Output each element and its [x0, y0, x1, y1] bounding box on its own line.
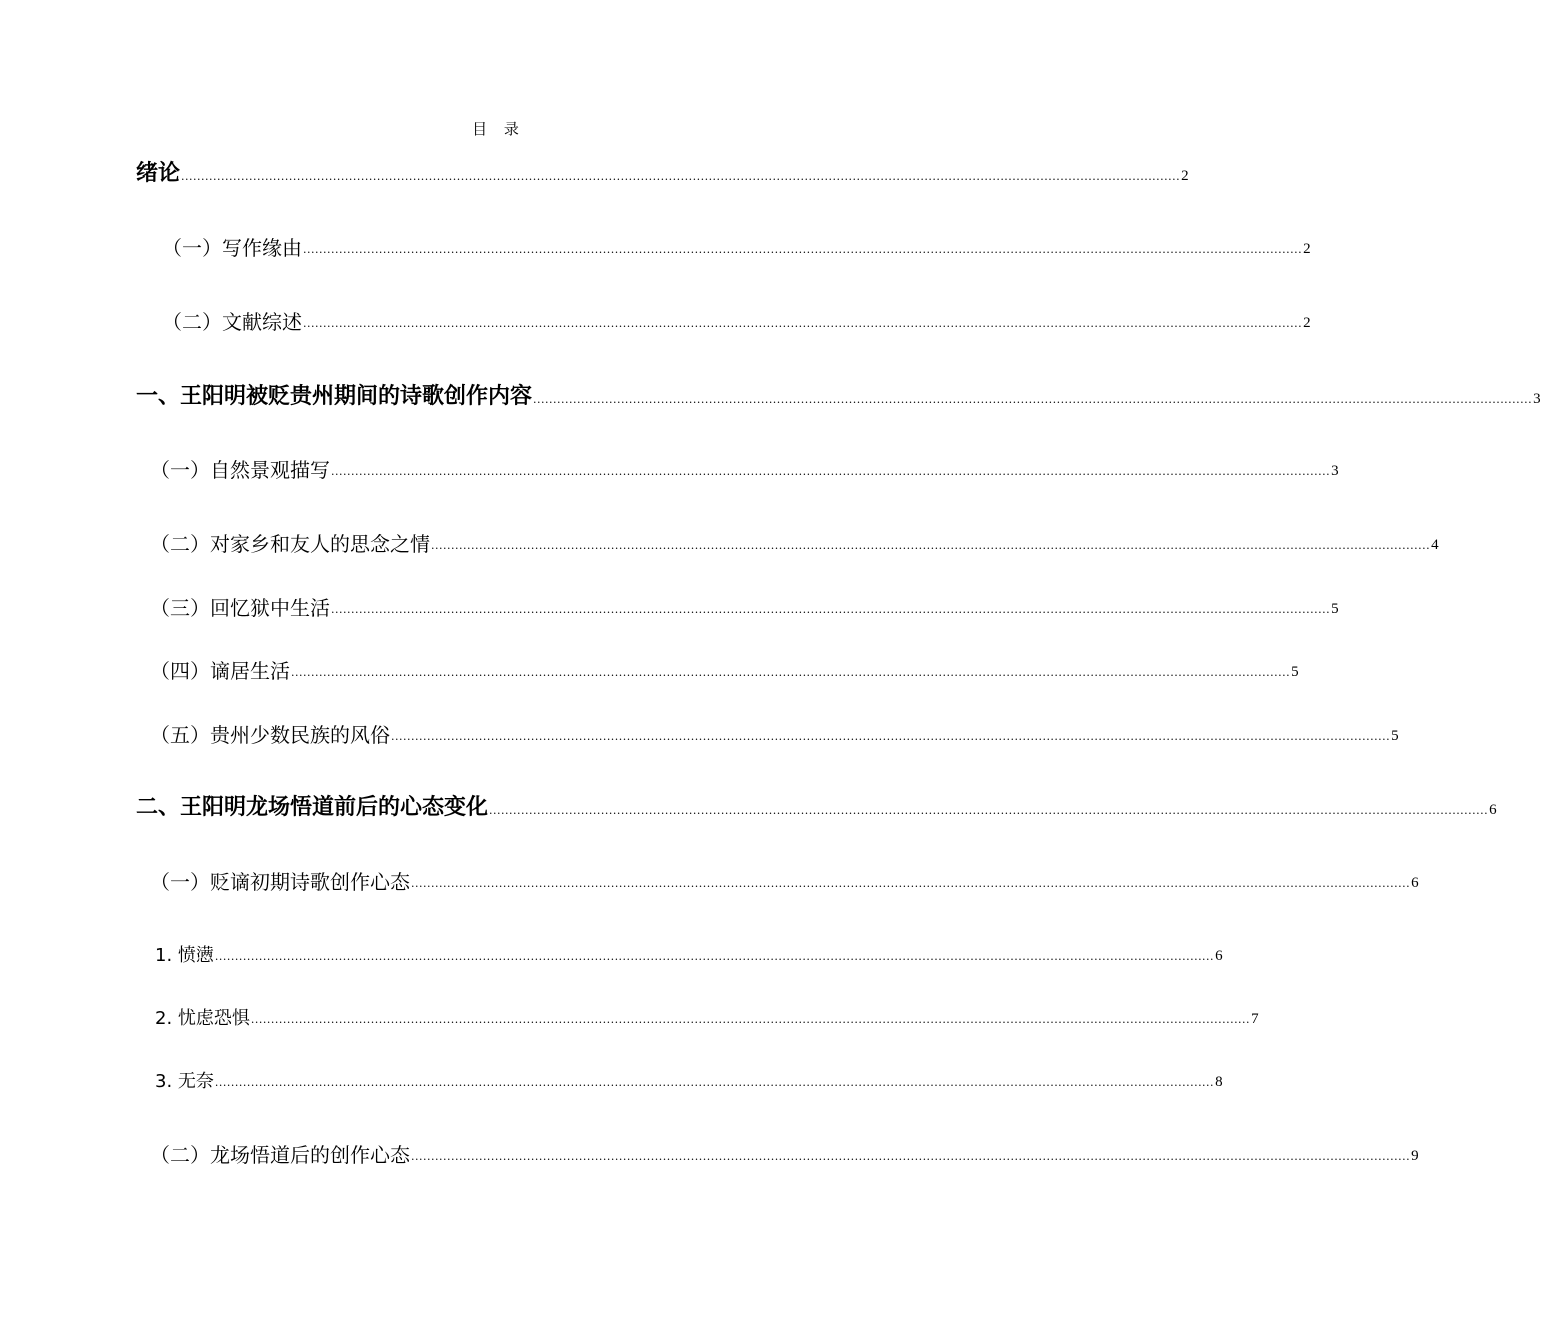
dot-leader: ..........................................................................................................................................................................................................................................................	[331, 603, 1331, 616]
toc-entry-chapter-1[interactable]	[136, 384, 1541, 409]
toc-entry-label: 3. 无奈	[155, 1071, 214, 1092]
toc-entry-label: （三）回忆狱中生活	[150, 596, 330, 620]
toc-entry-label: 二、王阳明龙场悟道前后的心态变化	[136, 795, 489, 820]
toc-entry-page: 7	[1251, 1011, 1259, 1027]
toc-entry-chapter-2-1-1[interactable]	[155, 945, 1223, 966]
toc-entry-chapter-2-1-2[interactable]	[155, 1008, 1259, 1029]
toc-entry-label: （五）贵州少数民族的风俗	[150, 723, 390, 747]
toc-entry-page: 6	[1215, 948, 1223, 964]
toc-entry-label: （二）对家乡和友人的思念之情	[150, 532, 430, 556]
toc-entry-label: 绪论	[136, 161, 181, 186]
toc-entry-page: 5	[1291, 664, 1299, 680]
toc-entry-chapter-1-4[interactable]	[150, 659, 1299, 683]
toc-entry-chapter-1-3[interactable]	[150, 596, 1339, 620]
dot-leader: ..........................................................................................................................................................................................................................................................	[250, 1013, 1251, 1026]
toc-entry-page: 5	[1391, 728, 1399, 744]
dot-leader: ..........................................................................................................................................................................................................................................................	[431, 539, 1431, 552]
toc-entry-chapter-1-2[interactable]	[150, 532, 1439, 556]
toc-entry-page: 3	[1533, 391, 1541, 407]
toc-entry-label: （一）贬谪初期诗歌创作心态	[150, 870, 410, 894]
toc-entry-page: 5	[1331, 601, 1339, 617]
toc-entry-page: 6	[1489, 802, 1497, 818]
dot-leader: ..........................................................................................................................................................................................................................................................	[391, 730, 1391, 743]
dot-leader: ..........................................................................................................................................................................................................................................................	[214, 950, 1215, 963]
toc-entry-label: （一）自然景观描写	[150, 458, 330, 482]
dot-leader: ..........................................................................................................................................................................................................................................................	[331, 465, 1331, 478]
dot-leader: ..........................................................................................................................................................................................................................................................	[533, 393, 1533, 406]
dot-leader: ..........................................................................................................................................................................................................................................................	[411, 877, 1411, 890]
dot-leader: ..........................................................................................................................................................................................................................................................	[291, 666, 1291, 679]
toc-entry-introduction[interactable]	[136, 161, 1189, 186]
toc-entry-page: 2	[1303, 241, 1311, 257]
toc-entry-page: 9	[1411, 1148, 1419, 1164]
toc-entry-chapter-2-1-3[interactable]	[155, 1071, 1223, 1092]
toc-entry-chapter-2-1[interactable]	[150, 870, 1419, 894]
toc-entry-label: （一）写作缘由	[162, 236, 302, 260]
toc-entry-chapter-1-5[interactable]	[150, 723, 1399, 747]
toc-entry-label: （二）文献综述	[162, 310, 302, 334]
toc-entry-page: 6	[1411, 875, 1419, 891]
toc-entry-label: 2. 忧虑恐惧	[155, 1008, 250, 1029]
toc-entry-page: 2	[1303, 315, 1311, 331]
toc-entry-chapter-1-1[interactable]	[150, 458, 1339, 482]
dot-leader: ..........................................................................................................................................................................................................................................................	[214, 1076, 1215, 1089]
toc-entry-page: 3	[1331, 463, 1339, 479]
toc-entry-chapter-2-2[interactable]	[150, 1143, 1419, 1167]
dot-leader: ..........................................................................................................................................................................................................................................................	[489, 804, 1489, 817]
toc-entry-page: 8	[1215, 1074, 1223, 1090]
dot-leader: ..........................................................................................................................................................................................................................................................	[181, 170, 1181, 183]
toc-entry-label: （四）谪居生活	[150, 659, 290, 683]
toc-entry-page: 2	[1181, 168, 1189, 184]
dot-leader: ..........................................................................................................................................................................................................................................................	[411, 1150, 1411, 1163]
dot-leader: ..........................................................................................................................................................................................................................................................	[303, 317, 1303, 330]
toc-entry-intro-1[interactable]	[162, 236, 1311, 260]
toc-entry-intro-2[interactable]	[162, 310, 1311, 334]
toc-entry-chapter-2[interactable]	[136, 795, 1497, 820]
dot-leader: ..........................................................................................................................................................................................................................................................	[303, 243, 1303, 256]
page-title: 目 录	[472, 120, 525, 138]
toc-entry-page: 4	[1431, 537, 1439, 553]
toc-entry-label: 1. 愤懑	[155, 945, 214, 966]
toc-entry-label: （二）龙场悟道后的创作心态	[150, 1143, 410, 1167]
toc-entry-label: 一、王阳明被贬贵州期间的诗歌创作内容	[136, 384, 533, 409]
